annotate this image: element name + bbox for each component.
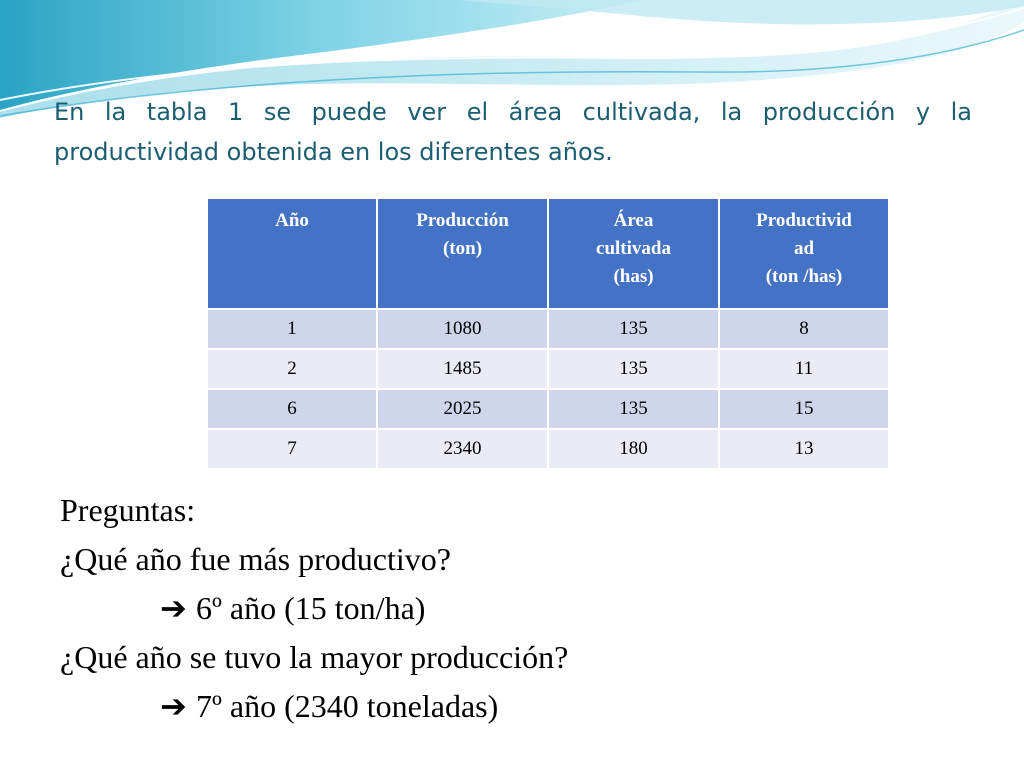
column-header-line: (ton) xyxy=(442,238,483,259)
table-cell: 2 xyxy=(207,349,377,389)
table-cell: 2340 xyxy=(377,429,548,469)
column-header-line: (ton /has) xyxy=(765,266,843,287)
table-cell: 135 xyxy=(548,349,719,389)
column-header xyxy=(377,198,548,309)
question-1: ¿Qué año fue más productivo? xyxy=(60,541,451,577)
table-header-row xyxy=(207,198,889,309)
table-cell: 15 xyxy=(719,389,889,429)
questions-title: Preguntas: xyxy=(60,492,196,528)
right-arrow-icon: ➔ xyxy=(160,590,187,626)
column-header xyxy=(207,198,377,309)
table-cell: 1080 xyxy=(377,309,548,349)
answer-1-text: 6º año (15 ton/ha) xyxy=(196,590,426,626)
column-header-line: Producción xyxy=(416,210,509,231)
column-header-line: Productivid xyxy=(756,210,852,231)
questions-block xyxy=(60,486,960,731)
column-header-line: ad xyxy=(793,238,815,259)
answer-2-text: 7º año (2340 toneladas) xyxy=(196,688,499,724)
table-cell: 6 xyxy=(207,389,377,429)
table-cell: 2025 xyxy=(377,389,548,429)
table-cell: 1485 xyxy=(377,349,548,389)
table-row xyxy=(207,309,889,349)
column-header xyxy=(548,198,719,309)
column-header-line: (has) xyxy=(613,266,654,287)
table-cell: 13 xyxy=(719,429,889,469)
column-header xyxy=(719,198,889,309)
question-2: ¿Qué año se tuvo la mayor producción? xyxy=(60,639,569,675)
table-cell: 135 xyxy=(548,309,719,349)
slide-heading: En la tabla 1 se puede ver el área cultivada, la producción y la productividad obtenida en los diferentes años. xyxy=(54,98,972,166)
right-arrow-icon: ➔ xyxy=(160,688,187,724)
column-header-line: Área xyxy=(613,210,654,231)
table-cell: 11 xyxy=(719,349,889,389)
table-row xyxy=(207,429,889,469)
column-header-line: Año xyxy=(275,210,309,231)
answer-2 xyxy=(60,682,960,731)
table-row xyxy=(207,389,889,429)
table-cell: 7 xyxy=(207,429,377,469)
table-cell: 1 xyxy=(207,309,377,349)
table-cell: 180 xyxy=(548,429,719,469)
production-table xyxy=(206,197,890,470)
table-cell: 8 xyxy=(719,309,889,349)
column-header-line: cultivada xyxy=(596,238,671,259)
table-cell: 135 xyxy=(548,389,719,429)
table-row xyxy=(207,349,889,389)
answer-1 xyxy=(60,584,960,633)
